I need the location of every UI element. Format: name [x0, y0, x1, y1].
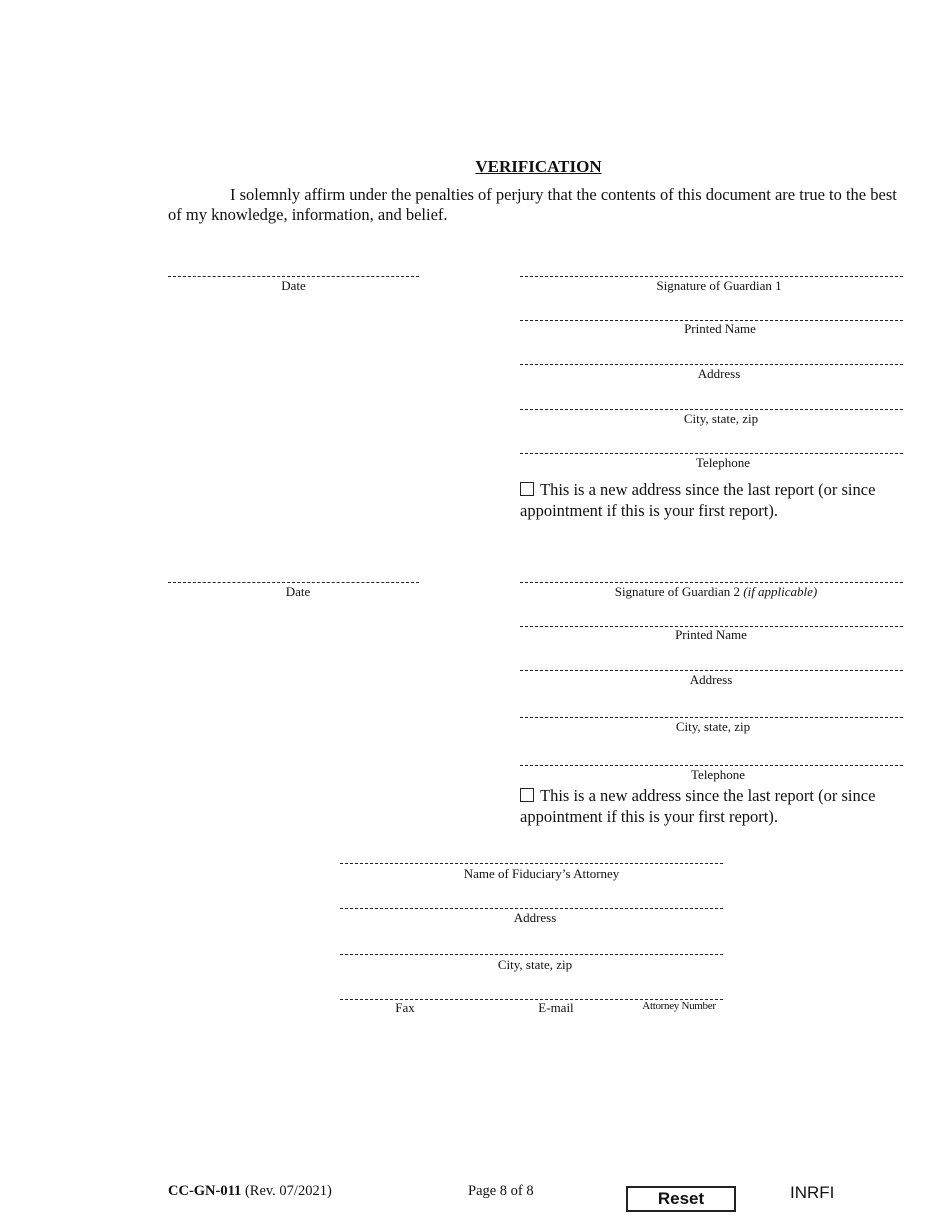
attorney-name-label: Name of Fiduciary’s Attorney: [463, 866, 620, 881]
guardian1-telephone-label: Telephone: [696, 455, 750, 470]
attorney-city-field[interactable]: [340, 954, 723, 955]
guardian2-date-field[interactable]: [168, 582, 419, 583]
guardian1-new-address-option: [520, 479, 905, 521]
reset-button[interactable]: Reset: [626, 1186, 736, 1212]
guardian2-city-field[interactable]: [520, 717, 903, 718]
guardian1-address-field[interactable]: [520, 364, 903, 365]
guardian2-city-label: City, state, zip: [675, 719, 751, 734]
guardian2-signature-field[interactable]: [520, 582, 903, 583]
guardian2-new-address-text: This is a new address since the last report (or since appointment if this is your first report).: [520, 786, 876, 826]
guardian1-new-address-checkbox[interactable]: [520, 482, 534, 496]
guardian1-date-field[interactable]: [168, 276, 419, 277]
guardian1-address-label: Address: [697, 366, 741, 381]
guardian2-printed-name-label: Printed Name: [675, 627, 747, 642]
attorney-email-label: E-mail: [538, 1000, 574, 1015]
guardian2-address-label: Address: [689, 672, 733, 687]
guardian2-telephone-field[interactable]: [520, 765, 903, 766]
attorney-address-field[interactable]: [340, 908, 723, 909]
guardian2-telephone-label: Telephone: [691, 767, 745, 782]
guardian1-date-label: Date: [281, 278, 306, 293]
guardian1-signature-field[interactable]: [520, 276, 903, 277]
form-tag: INRFI: [790, 1183, 835, 1202]
guardian1-new-address-text: This is a new address since the last report (or since appointment if this is your first report).: [520, 480, 876, 520]
guardian2-date-label: Date: [285, 584, 311, 599]
form-identifier: [168, 1183, 332, 1200]
guardian1-city-label: City, state, zip: [683, 411, 759, 426]
attorney-number-label: Attorney Number: [642, 1000, 716, 1012]
guardian2-signature-text: Signature of Guardian 2: [614, 584, 740, 599]
guardian1-city-field[interactable]: [520, 409, 903, 410]
affirmation-text: I solemnly affirm under the penalties of perjury that the contents of this document are true to the best of my knowledge, information, and belief.: [168, 185, 897, 224]
form-code: CC-GN-011: [168, 1183, 242, 1199]
guardian2-signature-note: (if applicable): [743, 584, 818, 599]
guardian1-signature-label: Signature of Guardian 1: [656, 278, 782, 293]
affirmation-paragraph: [168, 185, 898, 225]
guardian2-new-address-option: [520, 785, 905, 827]
form-revision: (Rev. 07/2021): [244, 1183, 332, 1199]
guardian2-address-field[interactable]: [520, 670, 903, 671]
guardian2-new-address-checkbox[interactable]: [520, 788, 534, 802]
attorney-address-label: Address: [513, 910, 557, 925]
guardian2-signature-label: [520, 584, 912, 600]
guardian1-printed-name-label: Printed Name: [684, 321, 756, 336]
guardian1-telephone-field[interactable]: [520, 453, 903, 454]
page-number: Page 8 of 8: [468, 1183, 534, 1199]
attorney-fax-label: Fax: [395, 1000, 415, 1015]
page-title: VERIFICATION: [475, 157, 602, 176]
attorney-city-label: City, state, zip: [497, 957, 573, 972]
attorney-name-field[interactable]: [340, 863, 723, 864]
